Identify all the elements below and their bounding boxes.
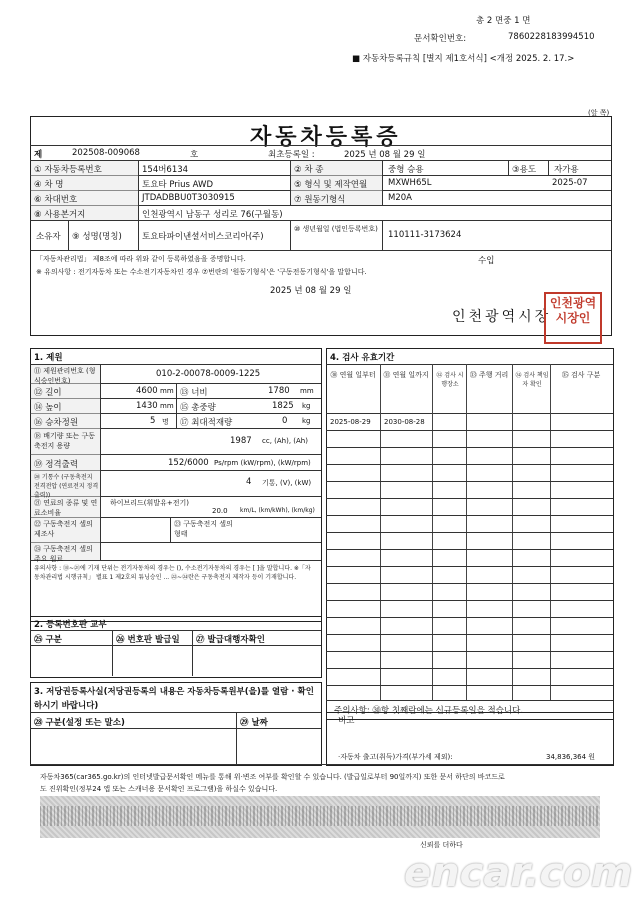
fuel-efficiency-unit: km/L, (km/kWh), (km/kg) xyxy=(240,507,315,514)
official-seal-icon: 인천광역시장인 xyxy=(544,292,602,344)
model-name-value: 토요타 Prius AWD xyxy=(142,180,213,190)
mortgage-section-title: 3. 저당권등록사실(저당권등록의 내용은 자동차등록원부(을)를 열람 · 확인하시기 바랍니다) xyxy=(34,687,314,711)
insp-col-to: ㉛ 연월 일까지 xyxy=(383,371,429,379)
inspection-row-line xyxy=(326,651,613,652)
width-unit: mm xyxy=(300,387,314,395)
power-value: 152/6000 xyxy=(168,458,209,468)
inspection-row-line xyxy=(326,566,613,567)
inspection-row-line xyxy=(326,532,613,533)
engine-type-label: ⑦ 원동기형식 xyxy=(294,195,346,205)
seats-unit: 명 xyxy=(162,418,169,426)
owner-birth-value: 110111-3173624 xyxy=(388,230,462,240)
seats-value: 5 xyxy=(150,416,156,426)
displacement-value: 1987 xyxy=(230,436,252,446)
inspection-row-line xyxy=(326,481,613,482)
page-count: 총 2 면중 1 면 xyxy=(476,16,531,26)
import-stamp: 수입 xyxy=(478,256,495,266)
width-label: ⑬ 너비 xyxy=(180,388,208,398)
type-value: MXWH65L xyxy=(388,178,432,188)
insp-col-from: ㉚ 연월 일부터 xyxy=(330,371,376,379)
insp-first-to: 2030-08-28 xyxy=(384,418,425,426)
insp-col-inspector: ㉞ 검사 책임자 확인 xyxy=(515,372,549,388)
vehicle-class-label: ② 차 종 xyxy=(294,165,324,175)
inspection-box xyxy=(326,348,614,720)
height-value: 1430 xyxy=(136,401,158,411)
mortgage-col-date: ㉙ 날짜 xyxy=(240,718,268,728)
max-load-value: 0 xyxy=(282,416,288,426)
manufacture-date: 2025-07 xyxy=(552,178,588,188)
cylinders-label: ⑳ 기통수 (구동축전지 전격전압 (연료전지 정격출력)) xyxy=(34,474,99,499)
issuer-name: 인천광역시장 xyxy=(452,309,552,325)
spec-note: 유의사항 : ⑱~㉑에 기재 단위는 전기자동차의 경우는 (), 수소전기자동차의 경우는 [ ]을 말합니다. ※「자동차관리법 시행규칙」 별표 1 제2호의 튜닝승인 ... ㉒~㉔란은 구동축전지 제작자 등이 기재합니다. xyxy=(34,565,311,581)
model-name-label: ④ 차 명 xyxy=(34,180,64,190)
price-label: ·자동차 출고(취득)가격(부가세 제외): xyxy=(338,753,453,761)
reg-ho-label: 호 xyxy=(190,150,199,160)
certify-note: ※ 유의사항 : 전기자동차 또는 수소전기자동차인 경우 ⑦번란의 '원동기형식'은 '구동전동기형식'을 말합니다. xyxy=(36,268,367,276)
displacement-label: ⑱ 배기량 또는 구동축전지 용량 xyxy=(34,432,96,450)
usage-value: 자가용 xyxy=(554,165,579,175)
type-label: ⑤ 형식 및 제작연월 xyxy=(294,180,368,190)
max-load-label: ⑰ 최대적재량 xyxy=(180,418,233,428)
power-unit: Ps/rpm (kW/rpm), (kW/rpm) xyxy=(214,459,311,467)
inspection-row-line xyxy=(326,515,613,516)
owner-name-value: 토요타파이낸셜서비스코리아(주) xyxy=(142,232,264,242)
plate-section-title: 2. 등록번호판 교부 xyxy=(34,620,107,630)
gross-weight-unit: kg xyxy=(302,402,311,410)
plate-col-category: ㉕ 구분 xyxy=(34,635,62,645)
plate-col-issue-date: ㉖ 번호판 발급일 xyxy=(116,635,180,645)
fuel-type-value: 하이브리드(휘발유+전기) xyxy=(110,499,189,507)
gross-weight-label: ⑮ 총중량 xyxy=(180,403,216,413)
inspection-row-line xyxy=(326,583,613,584)
reg-no-value: 202508-009068 xyxy=(72,148,140,158)
plate-col-agent: ㉗ 발급대행자확인 xyxy=(196,635,265,645)
inspection-row-line xyxy=(326,464,613,465)
inspection-row-line xyxy=(326,549,613,550)
inspection-row-line xyxy=(326,634,613,635)
insp-col-place: ㉜ 검사 시행장소 xyxy=(436,372,464,388)
mgmt-no-label: ⑪ 제원관리번호 (형식승인번호) xyxy=(34,367,96,385)
footer-line-1: 자동차365(car365.go.kr)의 인터넷발급문서확인 메뉴를 통해 위·변조 여부를 확인할 수 있습니다. (발급일로부터 90일까지) 또한 문서 하단의 바코드로 xyxy=(40,773,505,781)
max-load-unit: kg xyxy=(302,417,311,425)
inspection-row-line xyxy=(326,668,613,669)
inspection-row-line xyxy=(326,685,613,686)
insp-col-type: ㉟ 검사 구분 xyxy=(561,371,601,379)
barcode-icon xyxy=(40,806,600,826)
base-address-label: ⑧ 사용본거지 xyxy=(34,210,86,220)
trust-slogan: 신뢰를 더하다 xyxy=(420,841,463,849)
first-reg-label: 최초등록일 : xyxy=(268,150,315,160)
front-side-label: (앞 쪽) xyxy=(588,109,610,117)
engine-type-value: M20A xyxy=(388,193,412,203)
seats-label: ⑯ 승차정원 xyxy=(34,418,79,428)
price-value: 34,836,364 원 xyxy=(546,753,596,761)
vehicle-class-value: 중형 승용 xyxy=(388,165,424,175)
inspection-row-line xyxy=(326,498,613,499)
inspection-row-line xyxy=(326,447,613,448)
doc-confirm-label: 문서확인번호: xyxy=(414,34,467,44)
height-label: ⑭ 높이 xyxy=(34,403,62,413)
length-unit: mm xyxy=(160,387,174,395)
battery-material-label: ㉔ 구동축전지 셀의 주요 원료 xyxy=(34,545,93,563)
length-label: ⑫ 길이 xyxy=(34,388,62,398)
certify-text: 「자동차관리법」 제8조에 따라 위와 같이 등록하였음을 증명합니다. xyxy=(36,255,246,263)
fuel-label: ㉑ 연료의 종류 및 연료소비율 xyxy=(34,499,98,517)
battery-maker-label: ㉒ 구동축전지 셀의 제조사 xyxy=(34,520,93,538)
cylinders-unit: 기통, (V), (kW) xyxy=(262,479,312,487)
reg-no-label: 제 xyxy=(34,150,43,160)
encar-watermark: encar.com xyxy=(404,850,633,896)
insp-col-mileage: ㉝ 주행 거리 xyxy=(469,371,509,379)
owner-label: 소유자 xyxy=(36,232,61,242)
length-value: 4600 xyxy=(136,386,158,396)
issue-date: 2025 년 08 월 29 일 xyxy=(270,286,352,296)
height-unit: mm xyxy=(160,402,174,410)
width-value: 1780 xyxy=(268,386,290,396)
reg-number-value: 154버6134 xyxy=(142,165,189,175)
owner-birth-label: ⑩ 생년월일 (법인등록번호) xyxy=(294,225,378,233)
mgmt-no-value: 010-2-00078-0009-1225 xyxy=(156,369,261,379)
document-title: 자동차등록증 xyxy=(250,125,402,150)
vin-value: JTDADBBU0T3030915 xyxy=(142,193,235,203)
insp-first-from: 2025-08-29 xyxy=(330,418,371,426)
spec-section-title: 1. 제원 xyxy=(34,353,63,363)
displacement-unit: cc, (Ah), (Ah) xyxy=(262,437,308,445)
inspection-row-line xyxy=(326,600,613,601)
vin-label: ⑥ 차대번호 xyxy=(34,195,78,205)
usage-label: ③용도 xyxy=(512,165,537,175)
inspection-row-line xyxy=(326,430,613,431)
reg-number-label: ① 자동차등록번호 xyxy=(34,165,102,175)
gross-weight-value: 1825 xyxy=(272,401,294,411)
inspection-notice: 주의사항: ㉚항 칫째란에는 신규등록일을 적습니다. xyxy=(334,706,524,716)
inspection-row-line xyxy=(326,617,613,618)
mortgage-col-category: ㉘ 구분(설정 또는 말소) xyxy=(34,718,125,728)
inspection-section-title: 4. 검사 유효기간 xyxy=(330,353,395,363)
cylinders-value: 4 xyxy=(246,477,252,487)
first-reg-date: 2025 년 08 월 29 일 xyxy=(344,150,426,160)
rule-reference: ■ 자동차등록규칙 [별지 제1호서식] <개정 2025. 2. 17.> xyxy=(352,54,575,64)
remarks-label: 비고 xyxy=(338,716,355,726)
fuel-efficiency-value: 20.0 xyxy=(212,507,228,515)
owner-name-label: ⑨ 성명(명칭) xyxy=(72,232,122,242)
base-address-value: 인천광역시 남동구 성리로 76(구월동) xyxy=(142,210,283,220)
battery-type-label: ㉓ 구동축전지 셀의 형태 xyxy=(174,520,233,538)
power-label: ⑲ 정격출력 xyxy=(34,460,79,470)
doc-confirm-number: 7860228183994510 xyxy=(508,32,595,42)
footer-line-2: 도 진위확인(정부24 앱 또는 스캐너용 문서확인 프로그램)을 하실수 있습니다. xyxy=(40,785,278,793)
